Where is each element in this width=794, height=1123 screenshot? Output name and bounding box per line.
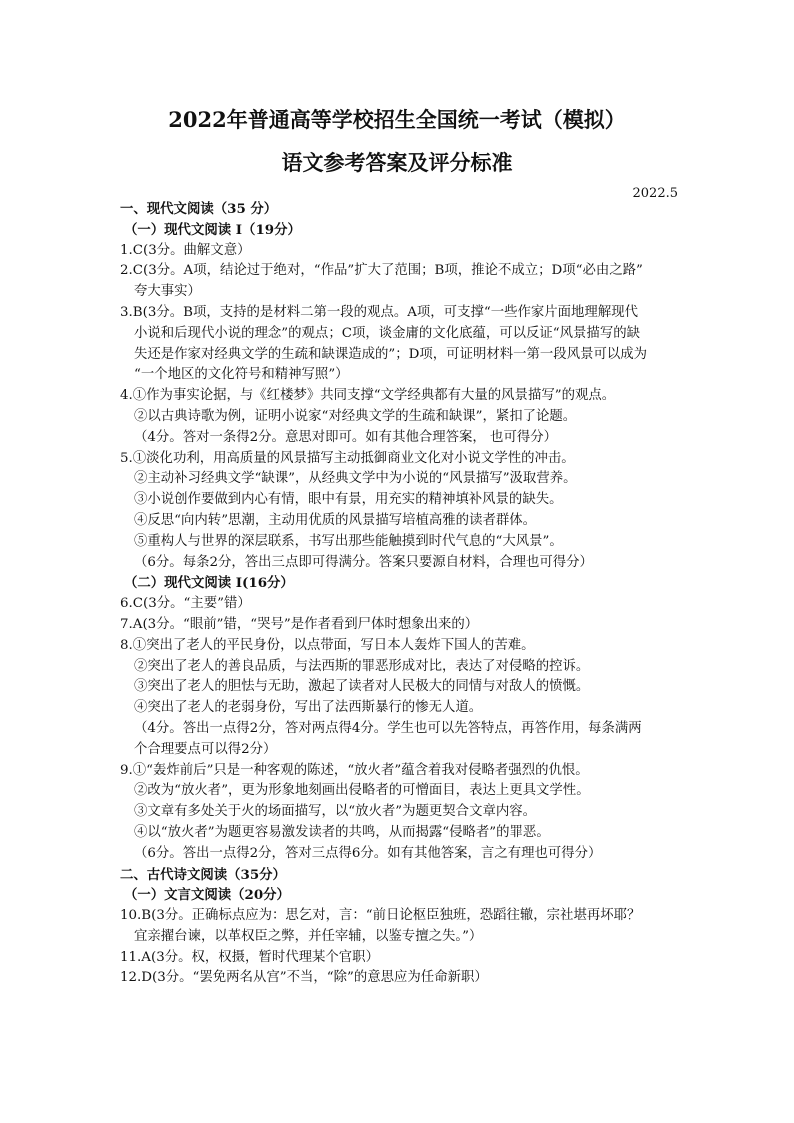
answer-point: ②主动补习经典文学“缺课”，从经典文学中为小说的“风景描写”汲取营养。 [134,471,577,487]
answer-point: ③小说创作要做到内心有情，眼中有景，用充实的精神填补风景的缺失。 [134,492,563,508]
answer-point: ②突出了老人的善良品质，与法西斯的罪恶形成对比，表达了对侵略的控诉。 [134,658,590,674]
answer-item: 1.C(3分。曲解文意） [120,242,251,258]
answer-item: 3.B(3分。B项，支持的是材料二第一段的观点。A项，可支撑“一些作家片面地理解现代 [120,304,638,320]
answer-continuation: 宜亲擢台谏，以革权臣之弊，并任宰辅，以鉴专擅之失。”） [134,928,483,944]
answer-continuation: 夸大事实） [134,284,201,300]
answer-item: 2.C(3分。A项，结论过于绝对，“作品”扩大了范围；B项，推论不成立；D项“必由之路” [120,263,643,279]
answer-item: 10.B(3分。正确标点应为：思乞对，言：“前日论枢臣独班，恐蹈往辙，宗社堪再坏耶？ [120,908,641,924]
answer-item: 9.①“轰炸前后”只是一种客观的陈述，“放火者”蕴含着我对侵略者强烈的仇恨。 [120,762,589,778]
answer-point: ④突出了老人的老弱身份，写出了法西斯暴行的惨无人道。 [134,700,483,716]
answer-body [120,199,694,989]
answer-continuation: 小说和后现代小说的理念”的观点；C项，谈金庸的文化底蕴，可以反证“风景描写的缺 [134,325,640,341]
answer-item: 4.①作为事实论据，与《红楼梦》共同支撑“文学经典都有大量的风景描写”的观点。 [120,388,616,404]
section-heading: 二、古代诗文阅读（35分） [120,866,286,883]
document-date: 2022.5 [632,186,678,201]
subsection-heading: （一）文言文阅读（20分） [124,887,290,904]
scoring-note: （4分。答出一点得2分，答对两点得4分。学生也可以先答特点，再答作用，每条满两 [134,720,642,736]
answer-item: 7.A(3分。“眼前”错，“哭号”是作者看到尸体时想象出来的） [120,616,479,632]
section-heading: 一、现代文阅读（35 分） [120,201,278,217]
answer-item: 12.D(3分。“罢免两名从宫”不当，“除”的意思应为任命新职） [120,970,488,986]
answer-item: 8.①突出了老人的平民身份，以点带面，写日本人轰炸下国人的苦难。 [120,637,535,653]
scoring-note: （6分。每条2分，答出三点即可得满分。答案只要源自材料，合理也可得分） [134,554,593,570]
answer-item: 6.C(3分。“主要”错） [120,596,251,612]
answer-item: 11.A(3分。权，权摄，暂时代理某个官职） [120,949,379,965]
subsection-heading: （一）现代文阅读 I（19分） [124,221,301,238]
answer-point: ④以“放火者”为题更容易激发读者的共鸣，从而揭露“侵略者”的罪恶。 [134,824,550,840]
answer-point: ②改为“放火者”，更为形象地刻画出侵略者的可憎面目，表达上更具文学性。 [134,783,590,799]
scoring-note: （4分。答对一条得2分。意思对即可。如有其他合理答案， 也可得分） [134,429,558,445]
scoring-note: （6分。答出一点得2分，答对三点得6分。如有其他答案，言之有理也可得分） [134,845,602,861]
answer-point: ③文章有多处关于火的场面描写，以“放火者”为题更契合文章内容。 [134,804,537,820]
answer-point: ④反思“向内转”思潮，主动用优质的风景描写培植高雅的读者群体。 [134,512,537,528]
answer-item: 5.①淡化功利，用高质量的风景描写主动抵御商业文化对小说文学性的冲击。 [120,450,575,466]
subsection-heading: （二）现代文阅读 I(16分） [124,575,294,592]
answer-continuation: 失还是作家对经典文学的生疏和缺课造成的”；D项，可证明材料一第一段风景可以成为 [134,346,648,362]
answer-point: ⑤重构人与世界的深层联系，书写出那些能触摸到时代气息的“大风景”。 [134,533,563,549]
answer-continuation: “一个地区的文化符号和精神写照”） [134,367,349,383]
page-title: 2022年普通高等学校招生全国统一考试（模拟） [168,107,626,132]
scoring-note-continuation: 个合理要点可以得2分） [134,741,277,757]
page-subtitle: 语文参考答案及评分标准 [281,150,513,175]
answer-point: ②以古典诗歌为例，证明小说家“对经典文学的生疏和缺课”，紧扣了论题。 [134,408,577,424]
answer-point: ③突出了老人的胆怯与无助，激起了读者对人民极大的同情与对敌人的愤慨。 [134,679,590,695]
